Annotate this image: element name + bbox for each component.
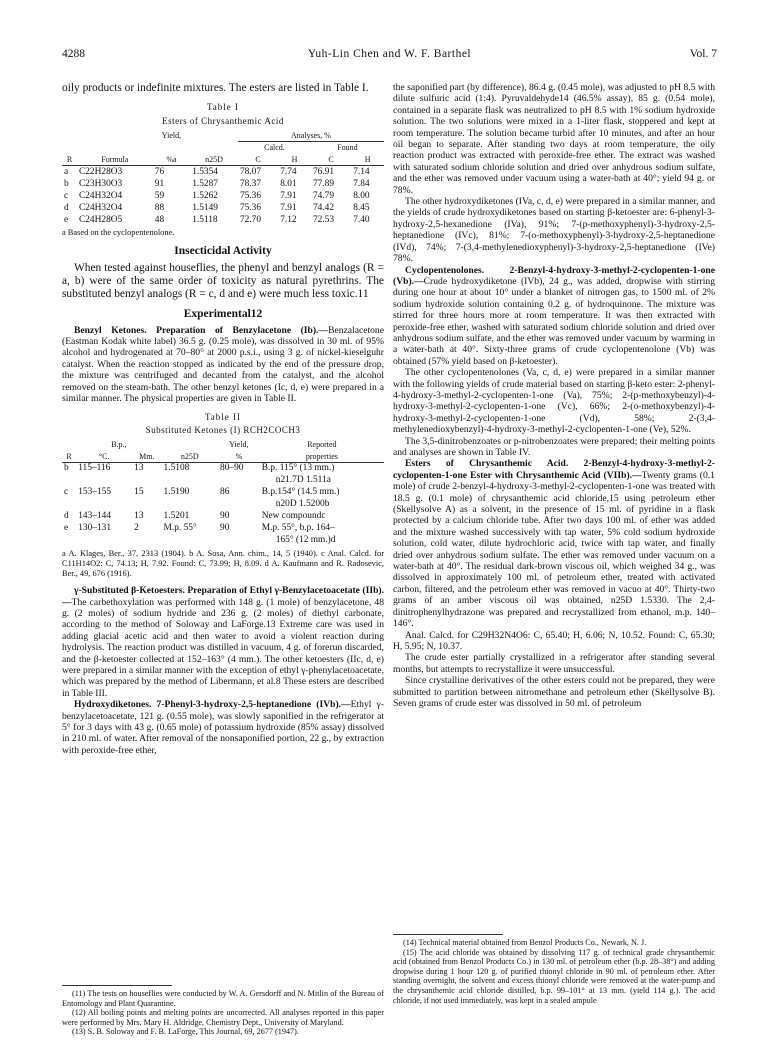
table2-row [62,511,384,523]
table1-yield-head: Yield, [161,131,182,141]
table1-cell: 74.79 [312,190,335,201]
table1-cell: 8.00 [353,190,370,201]
table1-cell: 78.37 [239,178,262,189]
table1-row [62,178,384,190]
table1-cell: C24H28O5 [78,214,123,225]
running-header [62,48,717,64]
table1-cell: 77.89 [312,178,335,189]
right-paragraph-4: The other cyclopentenolones (Va, c, d, e) were prepared in a similar manner with the following yields of crude material based on starting β-keto ester: 2-phenyl-4-hydroxy-3-methyl-2-cyclopenten-1-one (Va), 75%; 2-(p-methoxybenzyl)-4-hydroxy-3-methyl-2-cyclopenten-1-one (Vc), 66%; 2-(o-methoxybenzyl)-4-hydroxy-3-methyl-2-cyclopenten-1-one (Vd), 58%; 2-(3,4-methylenedioxybenzyl)-4-hydroxy-3-methyl-2-cyclopenten-1-one (Ve), 52%. [393,367,715,436]
table2-cell: 1.5108 [163,463,190,474]
footnote-14: (14) Technical material obtained from Benzol Products Co., Newark, N. J. [403,938,647,947]
table1-cell: 91 [154,178,165,189]
esters-text: Twenty grams (0.1 mole) of crude 2-benzyl-4-hydroxy-3-methyl-2-cyclopenten-1-one was treated with 18.5 g. (0.1 mole) of chrysanthemic acid chloride,15 using petroleum ether (Skellysolve A) as a solvent, in the presence of 15 ml. of pyridine in a flask protected by a calcium chloride tube. After two days 100 ml. of ether was added and the mixture washed successively with tap water, 5% cold sodium hydroxide solution, cold water, dilute hydrochloric acid, twice with tap water, and finally dried over anhydrous sodium sulfate. The ether was removed under vacuum on a water-bath at 40°. The residual dark-brown viscous oil, which weighed 34 g., was dissolved in approximately 100 ml. of petroleum ether, treated with activated carbon, filtered, and the petroleum ether was removed in vacuo at 40°. Thirty-two grams of an amber viscous oil was obtained, n25D 1.5330. The 2,4-dinitrophenylhydrazone was prepared and recrystallized from ethanol, m.p. 140–146°. [393,469,715,630]
table1-cell: 75.36 [239,190,262,201]
footnote-12: (12) All boiling points and melting points are uncorrected. All analyses reported in this paper were performed by Mrs. Mary H. Aldridge, Chemistry Dept., University of Maryland. [62,1008,384,1027]
table2-row-continued [62,499,384,511]
benzyl-ketones-text: Benzalacetone (Eastman Kodak white label) 36.5 g. (0.25 mole), was dissolved in 30 ml. of 95% alcohol and hydrogenated at 70–80° at 2000 p.s.i., using 3 g. of nickel-kieselguhr catalyst. When the reaction stopped as indicated by the end of the pressure drop, the mixture was centrifuged and decanted from the catalyst, and the alcohol removed on the steam-bath. The other benzyl ketones (Ic, d, e) were prepared in a similar manner. The physical properties are given in Table II. [62,324,384,405]
running-title: Yuh-Lin Chen and W. F. Barthel [307,48,472,60]
table2-empty-cell [132,499,161,511]
table1-cell: d [64,202,69,213]
table1 [62,130,384,226]
table1-cell: 1.5287 [192,178,218,189]
gamma-ketoester-paragraph [62,585,384,699]
table1-cell: 7.12 [280,214,297,225]
footnote-13: (13) S. B. Soloway and F. B. LaForge, This Journal, 69, 2677 (1947). [72,1027,299,1037]
table2-cell: 1.5190 [163,487,190,498]
table1-label: Table I [206,102,240,113]
table1-cell: 78.07 [239,166,262,177]
table1-cell: 1.5149 [192,202,218,213]
cyclopentenolones-paragraph [393,265,715,368]
table1-cell: C22H28O3 [78,166,123,177]
table1-cell: C23H30O3 [78,178,123,189]
table1-cell: e [64,214,69,225]
table2-cell: n21.7D 1.511a [275,475,331,486]
table2-row-continued [62,535,384,547]
table2-col-yield: % [235,451,243,461]
table1-row [62,166,384,179]
table2-caption: Substituted Ketones (I) RCH2COCH3 [145,424,301,435]
table1-cell: 48 [154,214,165,225]
table2-cell: c [64,487,69,498]
table2-empty-cell [132,475,161,487]
table1-cell: 1.5354 [192,166,218,177]
table2-empty-cell [62,499,76,511]
right-footnotes [393,934,715,1005]
table1-row [62,190,384,202]
esters-runin: Esters of Chrysanthemic Acid. 2-Benzyl-4-hydroxy-3-methyl-2-cyclopenten-1-one Ester with Chrysanthemic Acid (VIIb).— [393,458,715,481]
table2-cell: 143–144 [78,511,111,522]
table1-cell: 7.40 [353,214,370,225]
table1-cell: 7.84 [353,178,370,189]
table2-cell: 1.5201 [163,511,190,522]
table1-cell: 1.5262 [192,190,218,201]
table1-row [62,202,384,214]
table2-col-deg: °C. [98,451,110,461]
table1-analyses-head: Analyses, % [238,130,384,142]
table1-col-nd: n25D [205,154,223,164]
table2-col-nd: n25D [180,451,199,461]
cyclopentenolones-runin: Cyclopentenolones. 2-Benzyl-4-hydroxy-3-methyl-2-cyclopenten-1-one (Vb).— [393,264,715,287]
right-column [393,82,715,709]
table2-cell: M.p. 55°, b.p. 164– [261,523,335,534]
gamma-text: The carbethoxylation was performed with 148 g. (1 mole) of benzylacetone, 48 g. (2 moles) of sodium hydride and 236 g. (2 moles) of diethyl carbonate, according to the method of Soloway and LaForge.13 Extreme care was used in adding glacial acetic acid and then water to avoid a violent reaction during hydrolysis. The reaction product was distilled in vacuum, 4 g. of forerun discarded, and the β-ketoester collected at 152–163° (4 mm.). The other ketoesters (IIc, d, e) were prepared in a similar manner with the exception of ethyl γ-phenylacetoacetate, which was prepared by the method of Libermann, et al.8 These esters are described in Table III. [62,596,384,699]
benzyl-ketones-paragraph [62,325,384,405]
table2-empty-cell [76,535,132,547]
table1-cell: 8.45 [353,202,370,213]
table1-cell: 88 [154,202,165,213]
table2-cell: 15 [134,487,144,498]
table2-cell: 165° (12 mm.)d [275,535,336,546]
table1-cell: 76 [154,166,165,177]
table1-row [62,214,384,226]
right-paragraph-1: the saponified part (by difference), 86.4 g. (0.45 mole), was adjusted to pH 8.5 with dilute sulfuric acid (1:4). Pyruvaldehyde14 (46.5% assay), 85 g. (0.54 mole), contained in a separate flask was neutralized to pH 8.5 with 1% sodium hydroxide solution. The two solutions were mixed in a 1-liter flask, stoppered and kept at room temperature. The solution became turbid after 10 minutes, and after an hour oil began to separate. After standing two days at room temperature, the oily reaction product was extracted with peroxide-free ether. The extract was washed with saturated sodium chloride solution and dried over anhydrous sodium sulfate, and the ether was removed under vacuum using a water-bath at 40°; yield 94 g. or 78%. [393,82,715,196]
left-footnotes [62,985,384,1037]
table1-cell: a [64,166,69,177]
table2-cell: 115–116 [78,463,111,474]
table2-cell: B.p.154° (14.5 mm.) [261,487,340,498]
table1-footnote: a Based on the cyclopentenolone. [62,228,175,238]
table1-cell: 1.5118 [192,214,218,225]
table1-col-c-found: C [328,154,334,164]
hydroxydiketones-paragraph [62,699,384,756]
page-number: 4288 [62,48,85,60]
table2-row-continued [62,475,384,487]
table2-cell: d [64,511,69,522]
table1-col-c-calc: C [255,154,261,164]
table1-col-formula: Formula [101,154,129,164]
right-paragraph-5: The 3,5-dinitrobenzoates or p-nitrobenzoates were prepared; their melting points and analyses are shown in Table IV. [393,435,715,458]
table2-empty-cell [162,499,219,511]
right-paragraph-8: The crude ester partially crystallized in a refrigerator after standing several months, but attempts to recrystallize it were unsuccessful. [393,652,715,675]
table1-col-r: R [66,154,73,164]
table2-reported-head: Reported [307,440,337,450]
footnote-rule-right [393,934,503,935]
esters-paragraph [393,458,715,629]
table1-cell: 7.91 [280,190,297,201]
table2-cell: n20D 1.5200b [275,499,330,510]
table2-empty-cell [62,535,76,547]
table2-cell: New compoundc [261,511,326,522]
table1-cell: 7.74 [280,166,297,177]
table2-cell: 2 [134,523,139,534]
table1-cell: 8.01 [280,178,297,189]
table1-cell: c [64,190,69,201]
insecticidal-paragraph: When tested against houseflies, the phenyl and benzyl analogs (R = a, b) were of the same order of toxicity as natural pyrethrins. The substituted benzyl analogs (R = c, d and e) were much less toxic.11 [62,261,384,301]
cyclopentenolones-text: Crude hydroxydiketone (IVb), 24 g., was added, dropwise with stirring during one hour at about 10° under a blanket of nitrogen gas, to 1500 ml. of 2% sodium hydroxide solution containing 0.2 g. of hydroquinone. The mixture was stirred for three hours more at room temperature. It was then extracted with peroxide-free ether, washed with saturated sodium chloride solution and dried over anhydrous sodium sulfate, and the ether was removed under vacuum by warming in a water-bath at 40°. Sixty-three grams of crude cyclopentenolone (Vb) was obtained (57% yield based on β-ketoester). [393,275,715,367]
table1-cell: b [64,178,69,189]
insecticidal-heading: Insecticidal Activity [174,245,272,258]
table2-bp-head: B.p., [111,440,127,450]
table2-cell: b [64,463,69,474]
table2-empty-cell [62,475,76,487]
table2-cell: e [64,523,69,534]
table1-cell: 75.36 [239,202,262,213]
table1-calcd-head: Calcd. [264,143,285,153]
table2-footnote: a A. Klages, Ber., 37, 2313 (1904). b A. Sosa, Ann. chim., 14, 5 (1940). c Anal. Calcd. for C11H14O2: C, 74.13; H, 7.92. Found: C, 73.99; H, 8.09. d A. Kaufmann and R. Radosevic, Ber., 49, 676 (1916). [62,549,384,579]
table2-cell: 153–155 [78,487,111,498]
analysis-paragraph: Anal. Calcd. for C29H32N4O6: C, 65.40; H, 6.06; N, 10.52. Found: C, 65.30; H, 5.95; N, 10.37. [393,629,715,652]
table1-cell: 74.42 [312,202,335,213]
table1-cell: C24H32O4 [78,190,123,201]
table1-cell: 59 [154,190,165,201]
table2-empty-cell [218,475,260,487]
hydroxy-runin: Hydroxydiketones. 7-Phenyl-3-hydroxy-2,5-heptanedione (IVb).— [74,699,351,711]
footnote-15: (15) The acid chloride was obtained by dissolving 117 g. of technical grade chrysanthemic acid (obtained from Benzol Products Co.) in 130 ml. of petroleum ether (b.p. 28–38°) and adding dropwise during 1 hour 120 g. of purified thionyl chloride in 90 ml. of petroleum ether. After standing overnight, the solvent and excess thionyl chloride were removed at the water-pump and the chrysanthemic acid chloride distilled, b.p. 99–101° at 13 mm. (yield 114 g.). The acid chloride, if not used immediately, was kept in a sealed ampule [393,947,715,1005]
table2-col-r: R [66,451,72,461]
table2-cell: 86 [220,487,230,498]
table2-yield-head: Yield, [229,440,249,450]
intro-paragraph: oily products or indefinite mixtures. The esters are listed in Table I. [62,82,369,94]
table2-cell: 90 [220,523,230,534]
table2-cell: 13 [134,511,144,522]
table2 [62,439,384,547]
table2-empty-cell [162,535,219,547]
table2-col-mm: Mm. [139,451,155,461]
left-column [62,82,384,756]
table2-cell: B.p. 115° (13 mm.) [261,463,335,474]
hydroxy-text: Ethyl γ-benzylacetoacetate, 121 g. (0.55 mole), was slowly saponified in the refrigerator at 5° for 3 days with 43 g. (0.65 mole) of potassium hydroxide (85% assay) dissolved in 210 ml. of water. After removal of the nonsaponified portion, 22 g., by extraction with peroxide-free ether, [62,699,384,756]
table2-row [62,487,384,499]
table1-cell: 7.14 [353,166,370,177]
table1-cell: 7.91 [280,202,297,213]
benzyl-ketones-runin: Benzyl Ketones. Preparation of Benzylacetone (Ib).— [74,324,329,336]
table1-caption: Esters of Chrysanthemic Acid [162,115,284,126]
table1-cell: C24H32O4 [78,202,123,213]
table2-empty-cell [218,535,260,547]
footnote-11: (11) The tests on houseflies were conducted by W. A. Gersdorff and N. Mitlin of the Bureau of Entomology and Plant Quarantine. [62,989,384,1008]
table2-cell: 13 [134,463,144,474]
right-paragraph-9: Since crystalline derivatives of the other esters could not be prepared, they were submitted to partition between nitromethane and petroleum ether (Skellysolve B). Seven grams of crude ester was dissolved in 50 ml. of petroleum [393,675,715,709]
table1-cell: 72.70 [239,214,262,225]
table2-empty-cell [76,499,132,511]
footnote-rule [62,985,172,986]
table1-col-h-found: H [364,154,371,164]
table1-cell: 72.53 [312,214,335,225]
volume-label: Vol. 7 [689,48,717,60]
table1-col-yield: %a [166,154,177,164]
gamma-runin: γ-Substituted β-Ketoesters. Preparation of Ethyl γ-Benzylacetoacetate (IIb).— [62,585,384,608]
table1-cell: 76.91 [312,166,335,177]
table2-empty-cell [218,499,260,511]
experimental-heading: Experimental12 [183,308,263,321]
table2-cell: 80–90 [220,463,244,474]
table2-row [62,523,384,535]
table2-cell: 90 [220,511,230,522]
table2-empty-cell [162,475,219,487]
right-paragraph-2: The other hydroxydiketones (IVa, c, d, e) were prepared in a similar manner, and the yields of crude hydroxydiketones based on starting β-ketoester are: 6-phenyl-3-hydroxy-2,5-hexanedione (IVa), 91%; 7-(p-methoxyphenyl)-3-hydroxy-2,5-heptanedione (IVc), 81%; 7-(o-methoxyphenyl)-3-hydroxy-2,5-heptanedione (IVd), 74%; 7-(3,4-methylenedioxyphenyl)-3-hydroxy-2,5-heptanedione (IVe) 78%. [393,196,715,265]
table2-cell: M.p. 55° [163,523,197,534]
table2-empty-cell [132,535,161,547]
table2-row [62,463,384,476]
table1-col-h-calc: H [291,154,298,164]
table2-empty-cell [76,475,132,487]
table2-col-props: properties [305,451,338,461]
table1-found-head: Found [337,143,358,153]
table2-label: Table II [204,411,242,422]
table2-cell: 130–131 [78,523,111,534]
